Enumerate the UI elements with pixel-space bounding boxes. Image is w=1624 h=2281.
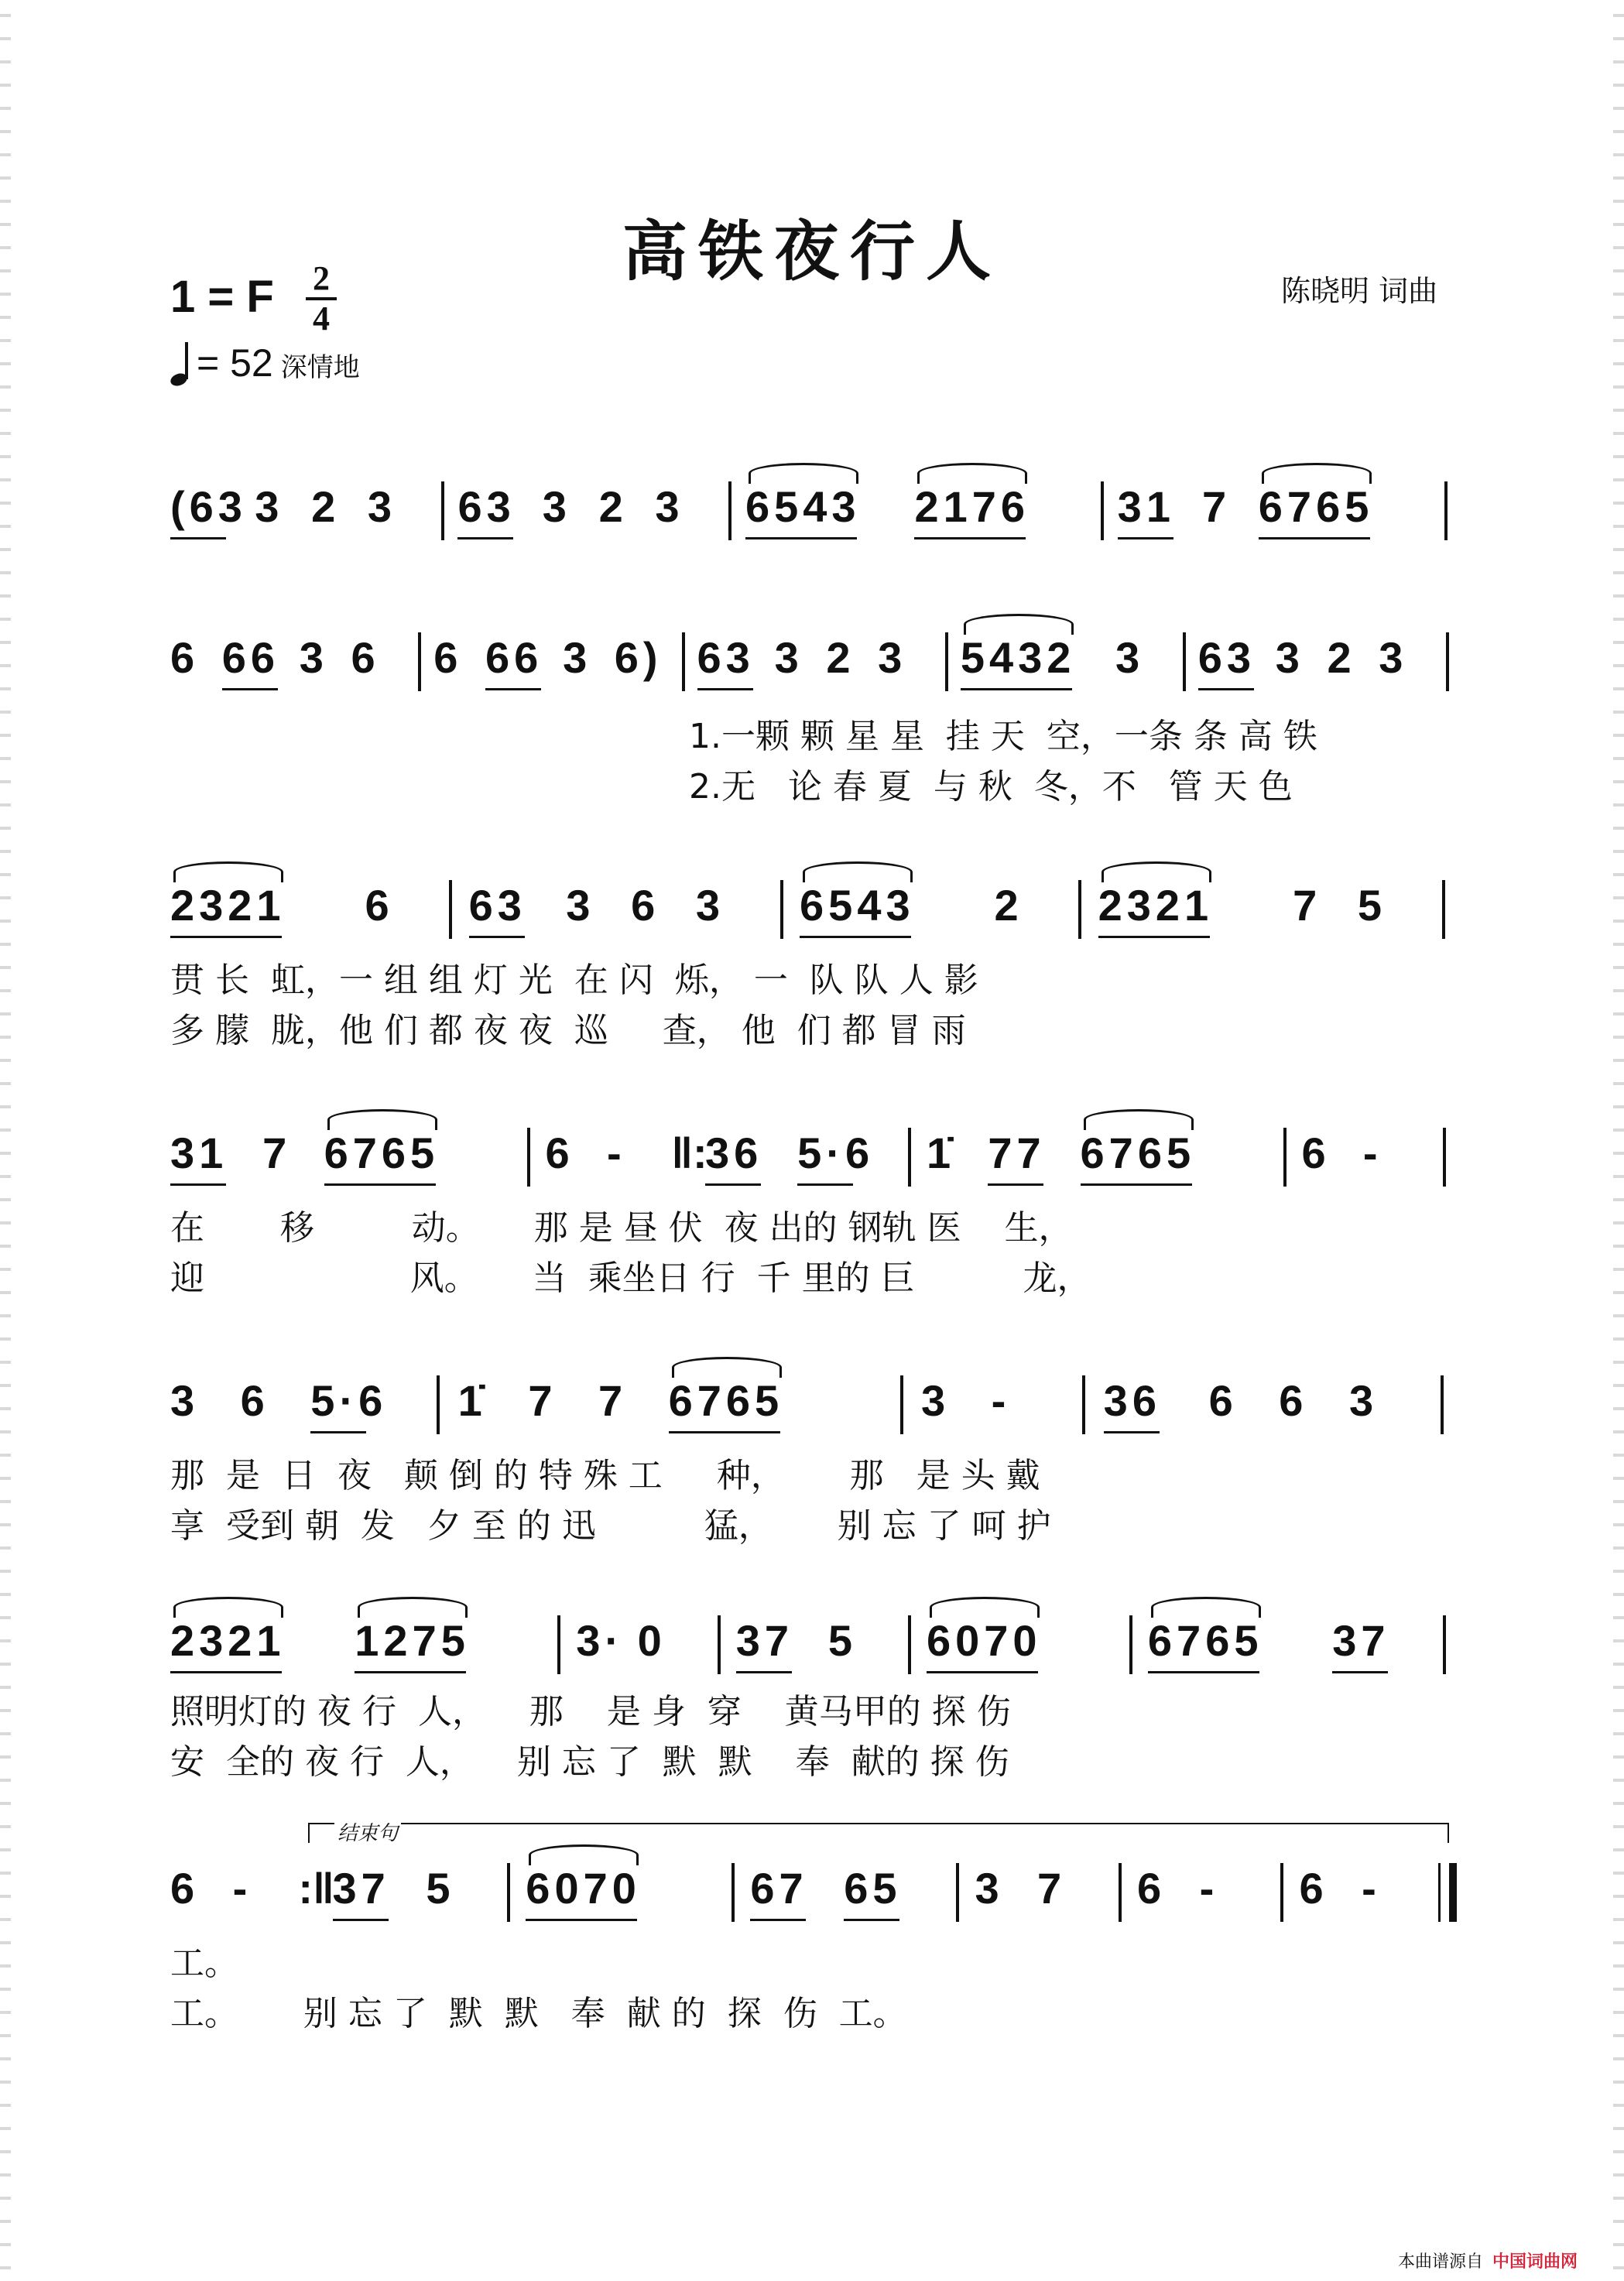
slur-arc (173, 1597, 283, 1618)
note-group: 3· (576, 1616, 625, 1665)
note-group: 31 (1117, 482, 1175, 531)
note-group: 1̇ (457, 1376, 487, 1425)
page-edge-left (0, 0, 11, 2281)
note-group: 6 (240, 1376, 269, 1425)
beam-underline (844, 1919, 899, 1921)
lyric-verse-1: 照明灯的 夜 行 人， 那 是 身 穿 黄马甲的 探 伤 (170, 1692, 1011, 1731)
note-group: 6) (614, 633, 663, 682)
tempo-expression: 深情地 (280, 353, 360, 382)
beam-underline (705, 1183, 761, 1186)
ending-bracket (308, 1823, 1449, 1843)
note-group: 3 (774, 633, 803, 682)
note-group: 6 (351, 633, 380, 682)
beam-underline (310, 1431, 366, 1433)
barline (1446, 632, 1449, 691)
note-group: 7 (1037, 1864, 1067, 1913)
slur-arc (964, 614, 1074, 635)
beam-underline (526, 1919, 637, 1921)
note-group: 3 (1115, 633, 1145, 682)
barline (908, 1128, 911, 1187)
note-group: 7 (1293, 881, 1322, 930)
beam-underline (170, 1183, 226, 1186)
final-barline (1449, 1863, 1457, 1922)
slur-arc (529, 1844, 639, 1865)
note-group: 6 (433, 633, 463, 682)
note-group: 6765 (1258, 482, 1374, 531)
note-group: 1̇ (926, 1129, 956, 1177)
note-group: 2 (1327, 633, 1356, 682)
barline (449, 880, 452, 939)
note-group: - (606, 1129, 626, 1177)
slur-arc (917, 463, 1027, 484)
beam-underline (355, 1671, 466, 1673)
barline (718, 1615, 721, 1674)
beam-underline (1198, 688, 1254, 690)
lyric-verse-2: 多 朦 胧，他 们 都 夜 夜 巡 查， 他 们 都 冒 雨 (170, 1011, 966, 1050)
notes-row (170, 1861, 1461, 1947)
beam-underline (170, 1671, 282, 1673)
beam-underline (457, 537, 513, 539)
barline (557, 1615, 560, 1674)
key-signature: 1 = F (170, 272, 274, 322)
beam-underline (170, 537, 226, 539)
note-group: (63 (170, 482, 247, 531)
note-group: - (232, 1864, 252, 1913)
note-group: 5·6 (310, 1376, 388, 1425)
note-group: 5 (827, 1616, 858, 1665)
note-group: 6 (545, 1129, 574, 1177)
barline (1183, 632, 1186, 691)
final-barline (1438, 1863, 1441, 1922)
note-group: - (1362, 1129, 1382, 1177)
beam-underline (1104, 1431, 1160, 1433)
barline (1283, 1128, 1287, 1187)
beam-underline (750, 1919, 806, 1921)
note-group: 63 (468, 881, 526, 930)
note-group: 1275 (355, 1616, 470, 1665)
lyric-verse-1: 1.一颗 颗 星 星 挂 天 空，一条 条 高 铁 (689, 717, 1317, 756)
lyric-verse-2: 2.无 论 春 夏 与 秋 冬，不 管 天 色 (689, 767, 1293, 807)
note-group: 6 (1299, 1864, 1328, 1913)
lyric-verse-1: 那 是 日 夜 颠 倒 的 特 殊 工 种， 那 是 头 戴 (170, 1456, 1040, 1495)
beam-underline (1118, 537, 1173, 539)
barline (728, 481, 731, 540)
note-group: 2 (598, 482, 628, 531)
page-title: 高铁夜行人 (622, 213, 1002, 289)
lyric-verse-2: 享 受到 朝 发 夕 至 的 迅 猛， 别 忘 了 呵 护 (170, 1506, 1051, 1546)
note-group: - (1199, 1864, 1219, 1913)
note-group: 63 (697, 633, 755, 682)
barline (527, 1128, 530, 1187)
footer-source (1398, 2248, 1578, 2272)
ending-label: 结束句 (334, 1817, 401, 1846)
barline (908, 1615, 911, 1674)
note-group: 77 (988, 1129, 1046, 1177)
note-group: 6765 (1147, 1616, 1263, 1665)
beam-underline (333, 1919, 389, 1921)
note-group: 5 (1357, 881, 1387, 930)
note-group: 3 (563, 633, 592, 682)
barline (945, 632, 948, 691)
barline (682, 632, 685, 691)
note-group: 36 (1103, 1376, 1161, 1425)
note-group: 2321 (170, 1616, 286, 1665)
note-group: 7 (1201, 482, 1232, 531)
note-group: 37 (1332, 1616, 1390, 1665)
note-group: 6765 (668, 1376, 784, 1425)
note-group: 6 (1136, 1864, 1167, 1913)
note-group: 6 (170, 1864, 200, 1913)
beam-underline (745, 537, 857, 539)
slur-arc (173, 861, 283, 882)
note-group: 6543 (745, 482, 861, 531)
note-group: - (1362, 1864, 1381, 1913)
notes-row (170, 631, 1461, 716)
note-group: 3 (878, 633, 907, 682)
slur-arc (327, 1109, 437, 1130)
lyric-verse-2: 迎 风。 当 乘坐日 行 千 里的 巨 龙， (170, 1259, 1091, 1298)
repeat-sign: ‖: (671, 1129, 708, 1177)
beam-underline (469, 936, 525, 938)
tempo-marking (170, 341, 360, 385)
barline (418, 632, 421, 691)
note-group: 7 (528, 1376, 557, 1425)
note-group: 67 (750, 1864, 808, 1913)
note-group: 0 (637, 1616, 666, 1665)
beam-underline (324, 1183, 436, 1186)
slur-arc (930, 1597, 1040, 1618)
barline (1280, 1863, 1283, 1922)
beam-underline (1148, 1671, 1259, 1673)
note-group: 31 (170, 1129, 228, 1177)
note-group: 37 (735, 1616, 794, 1665)
barline (1442, 880, 1445, 939)
author-credit: 陈晓明 词曲 (1281, 274, 1438, 308)
tempo-value: = 52 (197, 341, 273, 385)
note-group: 63 (1197, 633, 1256, 682)
notes-row (170, 480, 1461, 565)
note-group: 2 (994, 881, 1023, 930)
barline (1443, 1128, 1446, 1187)
note-group: 65 (844, 1864, 902, 1913)
slur-arc (1084, 1109, 1194, 1130)
barline (1101, 481, 1104, 540)
note-group: 7 (598, 1376, 628, 1425)
notes-row (170, 878, 1461, 964)
note-group: 66 (221, 633, 280, 682)
note-group: 5 (426, 1864, 455, 1913)
slur-arc (749, 463, 858, 484)
slur-arc (358, 1597, 468, 1618)
note-group: 6 (170, 633, 200, 682)
notes-row (170, 1374, 1461, 1459)
beam-underline (697, 688, 753, 690)
beam-underline (927, 1671, 1038, 1673)
footer-source-text: 本曲谱源自 (1397, 2252, 1483, 2272)
time-signature-denominator: 4 (313, 300, 330, 337)
note-group: 6543 (800, 881, 915, 930)
beam-underline (1259, 537, 1370, 539)
note-group: 3 (975, 1864, 1004, 1913)
barline (731, 1863, 735, 1922)
barline (507, 1863, 510, 1922)
slur-arc (1102, 861, 1211, 882)
note-group: 2321 (170, 881, 286, 930)
time-signature (306, 259, 337, 337)
note-group: 3 (299, 633, 328, 682)
barline (900, 1375, 903, 1434)
barline (780, 880, 783, 939)
beam-underline (914, 537, 1026, 539)
beam-underline (736, 1671, 792, 1673)
beam-underline (170, 936, 282, 938)
quarter-note-icon (170, 341, 190, 385)
note-group: 3 (920, 1376, 951, 1425)
page-edge-right (1613, 0, 1624, 2281)
barline (1078, 880, 1081, 939)
footer-site-link[interactable]: 中国词曲网 (1492, 2252, 1578, 2272)
lyric-verse-1: 在 移 动。 那 是 昼 伏 夜 出的 钢轨 医 生， (170, 1208, 1073, 1248)
notes-row (170, 1126, 1461, 1211)
note-group: 63 (457, 482, 516, 531)
note-group: 6 (365, 881, 394, 930)
slur-arc (672, 1357, 782, 1378)
note-group: 3 (1348, 1376, 1379, 1425)
note-group: 6765 (324, 1129, 440, 1177)
beam-underline (961, 688, 1072, 690)
barline (1443, 1615, 1446, 1674)
note-group: 6 (631, 881, 660, 930)
note-group: 3 (655, 482, 684, 531)
lyric-verse-2: 安 全的 夜 行 人， 别 忘 了 默 默 奉 献的 探 伤 (170, 1742, 1009, 1782)
note-group: 3 (542, 482, 571, 531)
barline (1129, 1615, 1132, 1674)
note-group: 6 (1301, 1129, 1331, 1177)
note-group: 7 (262, 1129, 292, 1177)
lyric-verse-1: 贯 长 虹，一 组 组 灯 光 在 闪 烁， 一 队 队 人 影 (170, 961, 978, 1000)
note-group: 6 (1208, 1376, 1238, 1425)
note-group: 6070 (926, 1616, 1042, 1665)
note-group: 2 (311, 482, 341, 531)
note-group: 6765 (1080, 1129, 1196, 1177)
note-group: 3 (170, 1376, 200, 1425)
note-group: 6070 (526, 1864, 641, 1913)
beam-underline (800, 936, 911, 938)
note-group: 36 (705, 1129, 763, 1177)
repeat-sign: :‖ (298, 1864, 334, 1913)
note-group: 3 (1275, 633, 1304, 682)
lyric-verse-1: 工。 (170, 1944, 238, 1983)
note-group: 66 (485, 633, 543, 682)
barline (441, 481, 444, 540)
beam-underline (669, 1431, 780, 1433)
beam-underline (485, 688, 541, 690)
barline (1082, 1375, 1085, 1434)
barline (956, 1863, 959, 1922)
barline (1441, 1375, 1444, 1434)
note-group: 3 (1379, 633, 1408, 682)
note-group: 2321 (1098, 881, 1214, 930)
note-group: 6 (1279, 1376, 1308, 1425)
time-signature-numerator: 2 (306, 262, 337, 300)
beam-underline (1098, 936, 1210, 938)
beam-underline (1081, 1183, 1192, 1186)
barline (1444, 481, 1448, 540)
note-group: 37 (332, 1864, 390, 1913)
note-group: 3 (566, 881, 595, 930)
slur-arc (803, 861, 913, 882)
note-group: 3 (695, 881, 725, 930)
beam-underline (988, 1183, 1043, 1186)
note-group: 5·6 (797, 1129, 875, 1177)
barline (437, 1375, 440, 1434)
note-group: 3 (255, 482, 284, 531)
lyric-verse-2: 工。 别 忘 了 默 默 奉 献 的 探 伤 工。 (170, 1994, 907, 2033)
beam-underline (1332, 1671, 1388, 1673)
note-group: 2 (826, 633, 855, 682)
note-group: 2176 (914, 482, 1030, 531)
slur-arc (1262, 463, 1372, 484)
barline (1119, 1863, 1122, 1922)
slur-arc (1151, 1597, 1261, 1618)
beam-underline (222, 688, 278, 690)
note-group: - (991, 1376, 1011, 1425)
note-group: 3 (367, 482, 397, 531)
beam-underline (797, 1183, 853, 1186)
note-group: 5432 (960, 633, 1076, 682)
